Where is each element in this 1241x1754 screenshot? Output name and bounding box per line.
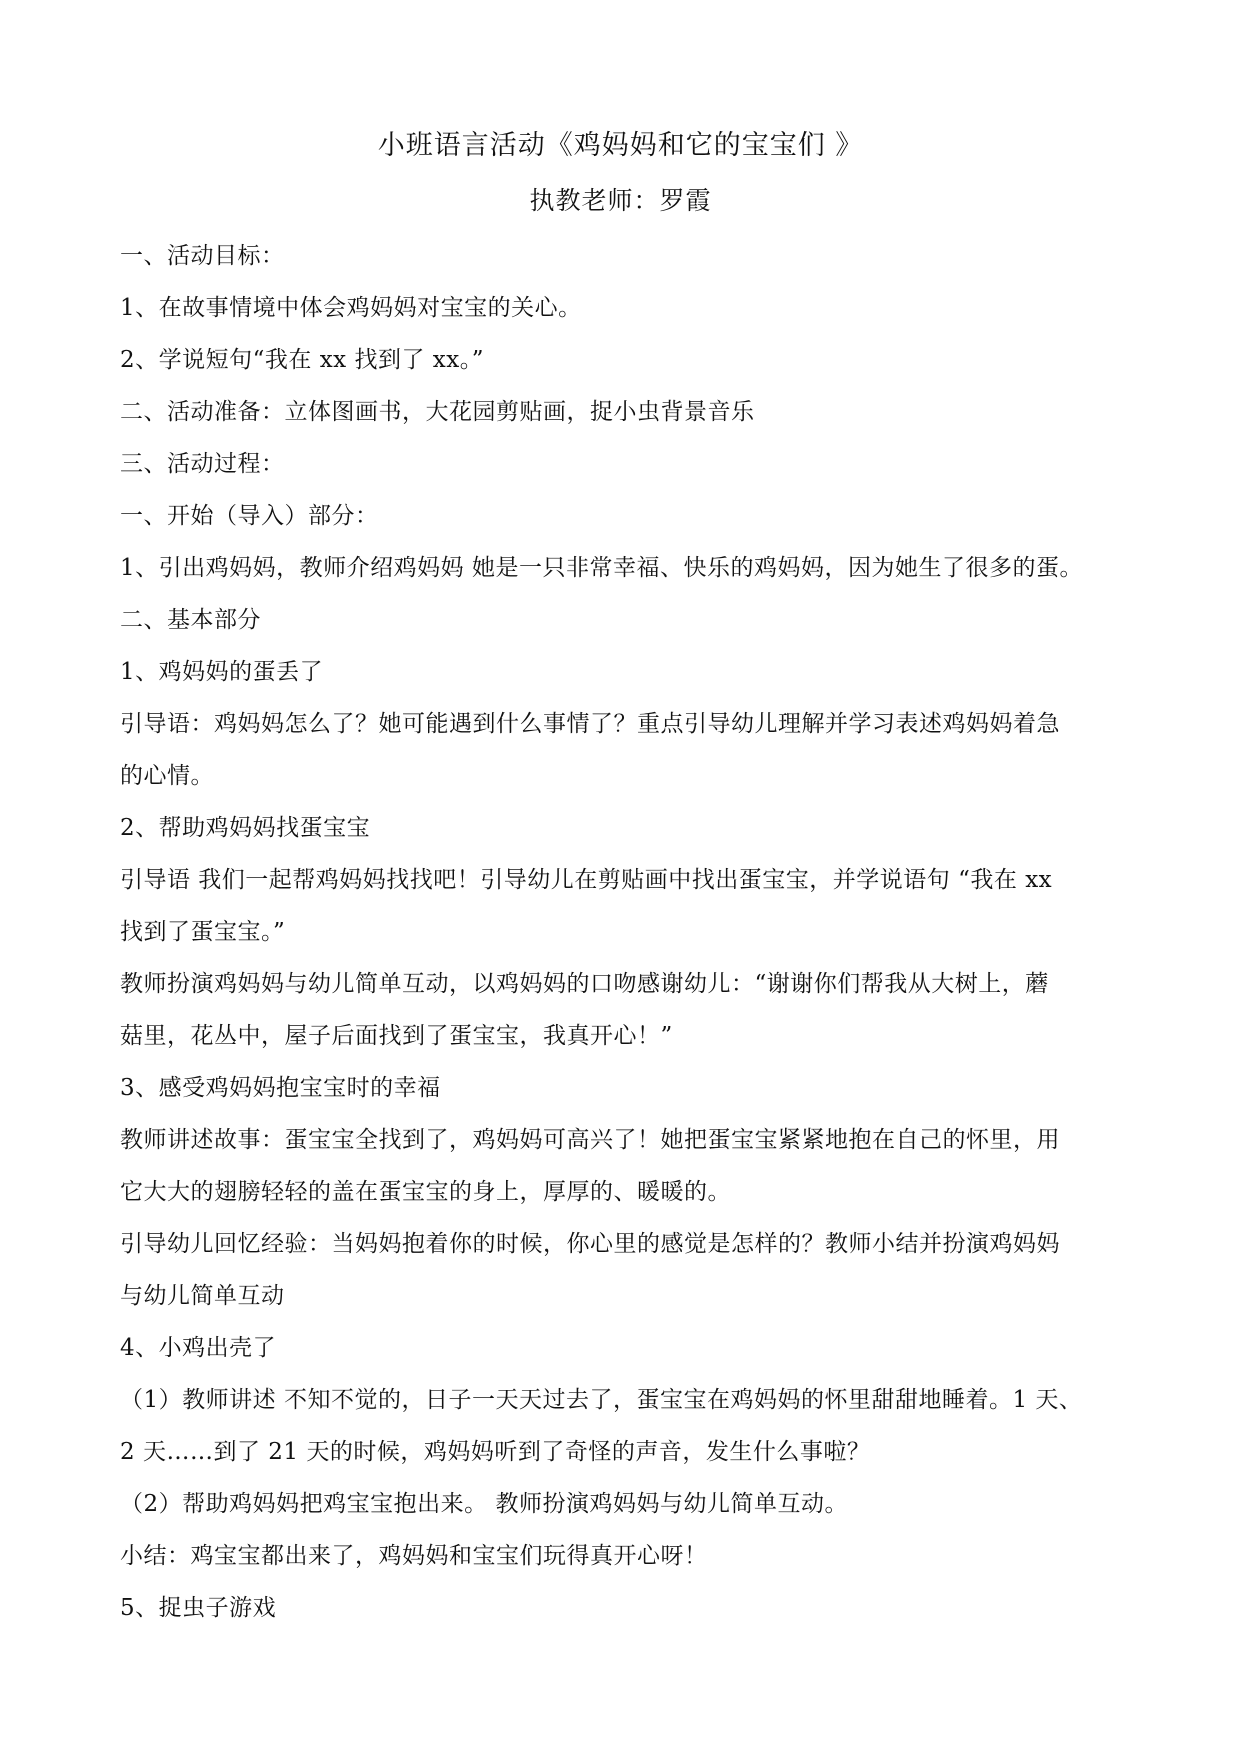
paragraph-line: 5、捉虫子游戏	[120, 1595, 277, 1621]
paragraph-line: 找到了蛋宝宝。”	[120, 919, 286, 945]
paragraph-line: 它大大的翅膀轻轻的盖在蛋宝宝的身上，厚厚的、暖暖的。	[120, 1179, 731, 1205]
paragraph-line: 1、在故事情境中体会鸡妈妈对宝宝的关心。	[120, 295, 582, 321]
paragraph-line: 与幼儿简单互动	[120, 1283, 285, 1309]
paragraph-line: 4、小鸡出壳了	[120, 1335, 277, 1361]
paragraph-line: （1）教师讲述 不知不觉的，日子一天天过去了，蛋宝宝在鸡妈妈的怀里甜甜地睡着。1 天、	[120, 1387, 1083, 1413]
page-title: 小班语言活动《鸡妈妈和它的宝宝们 》	[377, 130, 864, 161]
teacher-line: 执教老师：罗霞	[529, 186, 712, 215]
paragraph-line: 教师扮演鸡妈妈与幼儿简单互动，以鸡妈妈的口吻感谢幼儿：“谢谢你们帮我从大树上，蘑	[120, 971, 1049, 997]
paragraph-line: 引导语：鸡妈妈怎么了？她可能遇到什么事情了？重点引导幼儿理解并学习表述鸡妈妈着急	[120, 711, 1060, 737]
paragraph-line: 一、活动目标：	[120, 243, 285, 269]
paragraph-line: 3、感受鸡妈妈抱宝宝时的幸福	[120, 1075, 441, 1101]
paragraph-line: 一、开始（导入）部分：	[120, 503, 379, 529]
paragraph-line: 教师讲述故事：蛋宝宝全找到了，鸡妈妈可高兴了！她把蛋宝宝紧紧地抱在自己的怀里，用	[120, 1127, 1060, 1153]
document-body	[120, 230, 1135, 1634]
paragraph-line: 的心情。	[120, 763, 214, 789]
paragraph-line: （2）帮助鸡妈妈把鸡宝宝抱出来。 教师扮演鸡妈妈与幼儿简单互动。	[120, 1491, 848, 1517]
paragraph-line: 小结：鸡宝宝都出来了，鸡妈妈和宝宝们玩得真开心呀！	[120, 1543, 708, 1569]
paragraph-line: 引导语 我们一起帮鸡妈妈找找吧！引导幼儿在剪贴画中找出蛋宝宝，并学说语句 “我在 xx	[120, 867, 1053, 893]
paragraph-line: 引导幼儿回忆经验：当妈妈抱着你的时候，你心里的感觉是怎样的？教师小结并扮演鸡妈妈	[120, 1231, 1060, 1257]
paragraph-line: 三、活动过程：	[120, 451, 285, 477]
paragraph-line: 2、帮助鸡妈妈找蛋宝宝	[120, 815, 371, 841]
paragraph-line: 二、活动准备：立体图画书，大花园剪贴画，捉小虫背景音乐	[120, 399, 755, 425]
paragraph-line: 二、基本部分	[120, 607, 261, 633]
paragraph-line: 2 天……到了 21 天的时候，鸡妈妈听到了奇怪的声音，发生什么事啦？	[120, 1439, 871, 1465]
paragraph-line: 1、引出鸡妈妈，教师介绍鸡妈妈 她是一只非常幸福、快乐的鸡妈妈，因为她生了很多的蛋。	[120, 555, 1083, 581]
paragraph-line: 菇里，花丛中，屋子后面找到了蛋宝宝，我真开心！”	[120, 1023, 673, 1049]
paragraph-line: 2、学说短句“我在 xx 找到了 xx。”	[120, 347, 484, 373]
paragraph-line: 1、鸡妈妈的蛋丢了	[120, 659, 324, 685]
